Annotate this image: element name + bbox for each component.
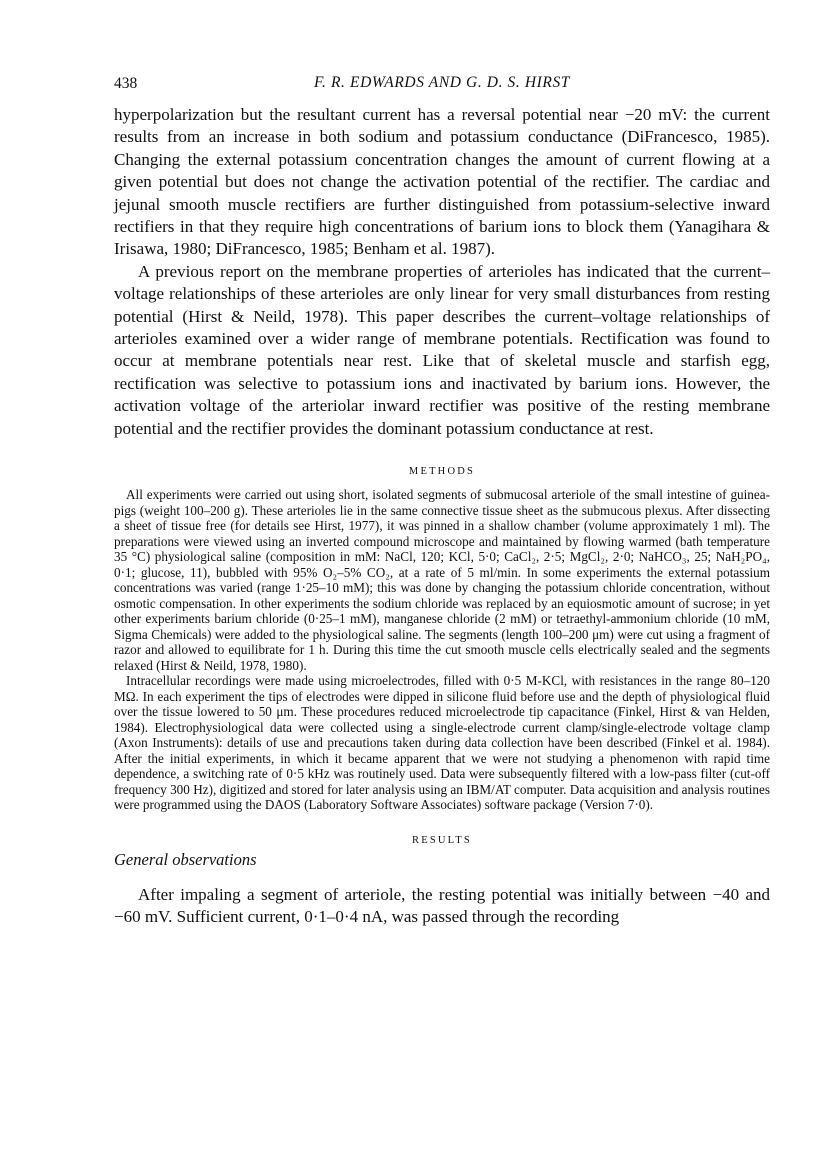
results-paragraph: After impaling a segment of arteriole, the resting potential was initially between −40 and −60 mV. Sufficient current, 0·1–0·4 nA, was passed through the recording	[114, 884, 770, 926]
journal-page	[114, 60, 770, 928]
methods-paragraph-1: All experiments were carried out using short, isolated segments of submucosal arteriole of the small intestine of guinea-pigs (weight 100–200 g). These arterioles lie in the same connective tissue sheet as the submucous plexus. After dissecting a sheet of tissue free (for details see Hirst, 1977), it was pinned in a shallow chamber (volume approximately 1 ml). The preparations were viewed using an inverted compound microscope and maintained by flowing warmed (bath temperature 35 °C) physiological saline (composition in mM: NaCl, 120; KCl, 5·0; CaCl₂, 2·5; MgCl₂, 2·0; NaHCO₃, 25; NaH₂PO₄, 0·1; glucose, 11), bubbled with 95% O₂–5% CO₂, at a rate of 5 ml/min. In some experiments the external potassium concentrations was varied (range 1·25–10 mM); this was done by changing the potassium chloride concentration, without osmotic compensation. In other experiments the sodium chloride was replaced by an equiosmotic amount of sucrose; in yet other experiments barium chloride (0·25–1 mM), manganese chloride (2 mM) or tetraethyl-ammonium chloride (10 mM, Sigma Chemicals) were added to the physiological saline. The segments (length 100–200 μm) were cut using a fragment of razor and allowed to equilibrate for 1 h. During this time the cut smooth muscle cells electrically sealed and the segments relaxed (Hirst & Neild, 1978, 1980).	[114, 487, 770, 673]
page-number: 438	[114, 75, 138, 92]
intro-paragraph: A previous report on the membrane properties of arterioles has indicated that the current–voltage relationships of these arterioles are only linear for very small disturbances from resting potential (Hirst & Neild, 1978). This paper describes the current–voltage relationships of arterioles examined over a wider range of membrane potentials. Rectification was found to occur at membrane potentials near rest. Like that of skeletal muscle and starfish egg, rectification was selective to potassium ions and inactivated by barium ions. However, the activation voltage of the arteriolar inward rectifier was positive of the resting membrane potential and the rectifier provides the dominant potassium conductance at rest.	[114, 261, 770, 438]
running-head: F. R. EDWARDS AND G. D. S. HIRST	[313, 74, 571, 91]
results-heading: RESULTS	[412, 834, 472, 846]
page-header	[114, 60, 770, 92]
results-subheading: General observations	[114, 849, 257, 869]
methods-paragraph-2: Intracellular recordings were made using microelectrodes, filled with 0·5 M-KCl, with resistances in the range 80–120 MΩ. In each experiment the tips of electrodes were dipped in silicone fluid before use and the depth of physiological fluid over the tissue lowered to 50 μm. These procedures reduced microelectrode tip capacitance (Finkel, Hirst & van Helden, 1984). Electrophysiological data were collected using a single-electrode current clamp/single-electrode voltage clamp (Axon Instruments): details of use and precautions taken during data collection have been described (Finkel et al. 1984). After the initial experiments, in which it became apparent that we were not studying a phenomenon with rapid time dependence, a switching rate of 0·5 kHz was routinely used. Data were subsequently filtered with a low-pass filter (cut-off frequency 300 Hz), digitized and stored for later analysis using an IBM/AT computer. Data acquisition and analysis routines were programmed using the DAOS (Laboratory Software Associates) software package (Version 7·0).	[114, 673, 770, 813]
intro-paragraph-continued: hyperpolarization but the resultant current has a reversal potential near −20 mV: the current results from an increase in both sodium and potassium conductance (DiFrancesco, 1985). Changing the external potassium concentration changes the amount of current flowing at a given potential but does not change the activation potential of the rectifier. The cardiac and jejunal smooth muscle rectifiers are further distinguished from potassium-selective inward rectifiers in that they require high concentrations of barium ions to block them (Yanagihara & Irisawa, 1980; DiFrancesco, 1985; Benham et al. 1987).	[114, 105, 770, 259]
methods-heading: METHODS	[408, 466, 476, 478]
